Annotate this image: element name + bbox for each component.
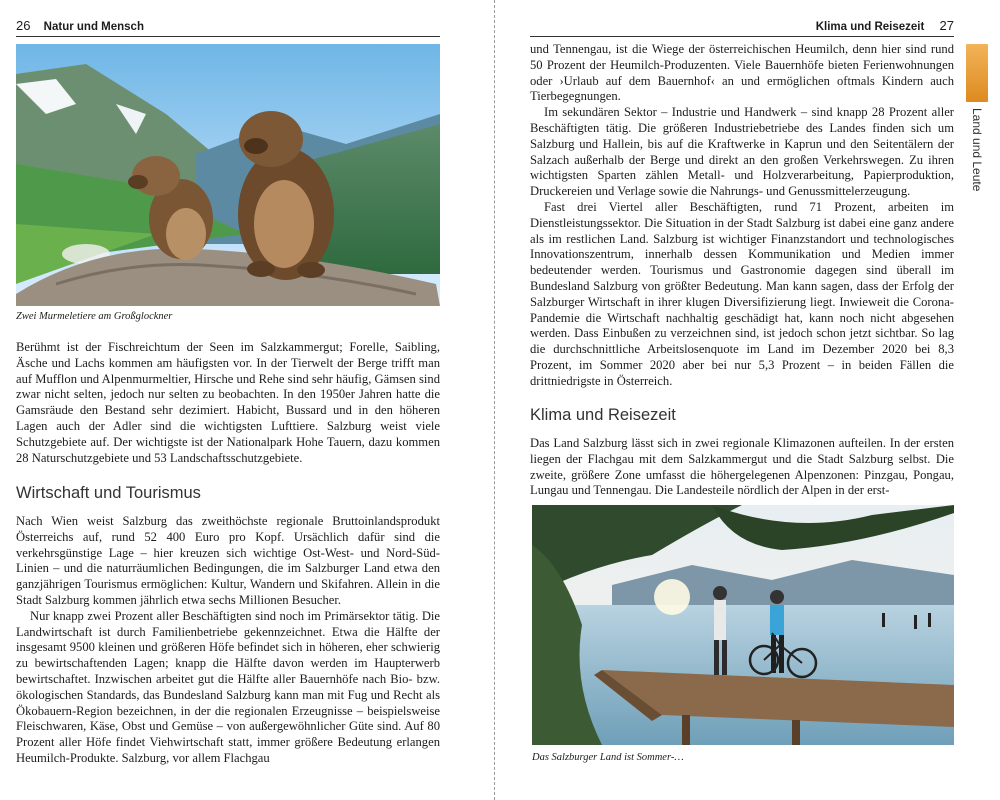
left-running-head bbox=[16, 18, 440, 37]
section-heading-klima: Klima und Reisezeit bbox=[530, 406, 676, 424]
section-heading-wirtschaft: Wirtschaft und Tourismus bbox=[16, 484, 201, 502]
right-paragraph-2: Im sekundären Sektor – Industrie und Handwerk – sind knapp 28 Prozent aller Beschäftigten tätig. Die größeren Industriebetriebe des Landes finden sich um Salzburg und Hallein, bis auf die Kraftwerke in Kaprun und den Seitentälern der Salzach außerhalb der Berge und direkt an den großen Verkehrswegen. Zu ihren wichtigsten Sparten zählen Metall- und Holzverarbeitung, Papierproduktion, Druckereien und Verlage sowie die Nahrungs- und Genussmittelerzeugung. bbox=[530, 105, 954, 199]
left-intro-text bbox=[16, 340, 440, 466]
right-paragraph-1: und Tennengau, ist die Wiege der österreichischen Heumilch, denn hier sind rund 50 Prozent der Heumilch-Produzenten. Viele Bauernhöfe bieten Ferienwohnungen oder ›Urlaub auf dem Bauernhof‹ an und ermöglichen oftmals Kindern auch Tierbegegnungen. bbox=[530, 42, 954, 104]
right-paragraph-3: Fast drei Viertel aller Beschäftigten, rund 71 Prozent, arbeiten im Dienstleistungssektor. Die Situation in der Stadt Salzburg ist dabei eine ganz andere als im restlichen Land. Salzburg ist wichtiger Finanzstandort und technologisches Innovationszentrum, innerhalb dessen Kommunikation und Medien immer bedeutender werden. Tourismus und Gastronomie dagegen sind überall im Bundesland Salzburg von größter Bedeutung. Man kann sagen, dass der Erfolg der Salzburger Wirtschaft in ihrer klugen Diversifizierung liegt. Inwieweit die Corona-Pandemie die Wirtschaft nachhaltig geschädigt hat, kann noch nicht abgesehen werden. Dass Einbußen zu verzeichnen sind, ist jedoch schon jetzt sichtbar. So lag die durchschnittliche Arbeitslosenquote im Land im Dezember 2020 bei 8,3 Prozent, im Sommer 2020 aber bei nur 5,3 Prozent – in beiden Fällen die drittniedrigste in Österreich. bbox=[530, 199, 954, 388]
left-page-number: 26 bbox=[16, 18, 31, 33]
left-intro-paragraph: Berühmt ist der Fischreichtum der Seen im Salzkammergut; Forelle, Saibling, Äsche und Lachs kommen am häufigsten vor. In der Tierwelt der Berge trifft man auf Mufflon und Alpenmurmeltier, Hirsche und Rehe sind sehr häufig, Gämsen sind zwar nicht selten, jedoch nur selten zu beobachten. In den 1950er Jahren hatte die Gamsräude den Bestand sehr dezimiert. Habicht, Bussard und in den höheren Lagen auch der Adler sind die wichtigsten Lufttiere. Salzburg weist viele Schutzgebiete auf. Der wichtigste ist der Nationalpark Hohe Tauern, dazu kommen 28 Naturschutzgebiete und 53 Landschaftsschutzgebiete. bbox=[16, 340, 440, 465]
right-running-title: Klima und Reisezeit bbox=[815, 21, 925, 33]
left-section-paragraph-1: Nach Wien weist Salzburg das zweithöchste regionale Bruttoinlandsprodukt Österreichs auf, rund 52 400 Euro pro Kopf. Ursächlich dafür sind die verkehrsgünstige Lage – hier kreuzen sich wichtige Ost-West- und Nord-Süd-Linien – und die naturräumlichen Bedingungen, die im Salzburger Land etwa den ganzjährigen Tourismus ermöglichen: Kultur, Wandern und Skifahren. Allein in die Stadt Salzburg kommen jährlich etwa sechs Millionen Besucher. bbox=[16, 514, 440, 607]
chapter-side-label-text: Land und Leute bbox=[970, 108, 984, 192]
cyclists-photo-caption: Das Salzburger Land ist Sommer-… bbox=[532, 752, 684, 763]
marmots-photo-caption: Zwei Murmeletiere am Großglockner bbox=[16, 311, 173, 322]
page-spine-divider bbox=[494, 0, 495, 800]
cyclists-lake-photo bbox=[532, 505, 954, 745]
cyclists-illustration bbox=[532, 505, 954, 745]
right-section-text bbox=[530, 436, 954, 499]
left-section-paragraph-2: Nur knapp zwei Prozent aller Beschäftigten sind noch im Primärsektor tätig. Die Landwirtschaft ist durch Familienbetriebe gekennzeichnet. Etwa die Hälfte der insgesamt 9500 kleinen und größeren Höfe befindet sich in höheren, eher schwierig zu bewirtschaftenden Lagen; knapp die Hälfte davon werden im Haupterwerb bewirtschaftet. Inzwischen arbeitet gut die Hälfte aller Bauernhöfe nach Bio- bzw. ökologischen Standards, das Bundesland Salzburg kann man mit Fug und Recht als Ökobauern-Region bezeichnen, in der die regionalen Erzeugnisse – beispielsweise Fleischwaren, Käse, Obst und Gemüse – von außergewöhnlicher Güte sind. Auf 80 Prozent aller Höfe findet Viehwirtschaft statt, immer größere Bedeutung erlangen Heumilch-Produkte. Salzburg, vor allem Flachgau bbox=[16, 608, 440, 765]
left-page bbox=[0, 0, 488, 800]
chapter-tab-marker bbox=[966, 44, 988, 102]
right-page-number: 27 bbox=[939, 18, 954, 33]
right-section-paragraph-1: Das Land Salzburg lässt sich in zwei regionale Klimazonen aufteilen. In der ersten liegen der Flachgau mit dem Salzkammergut und die Stadt Salzburg selbst. Die zweite, größere Zone umfasst die höhergelegenen Alpenzonen: Pinzgau, Pongau, Lungau und Tennengau. Die Landesteile nördlich der Alpen in der erst- bbox=[530, 436, 954, 498]
left-running-title: Natur und Mensch bbox=[43, 21, 144, 33]
marmots-illustration bbox=[16, 44, 440, 306]
left-section-text bbox=[16, 514, 440, 767]
marmots-photo bbox=[16, 44, 440, 306]
chapter-side-label bbox=[960, 108, 994, 208]
right-top-text bbox=[530, 42, 954, 390]
right-running-head bbox=[530, 18, 954, 37]
